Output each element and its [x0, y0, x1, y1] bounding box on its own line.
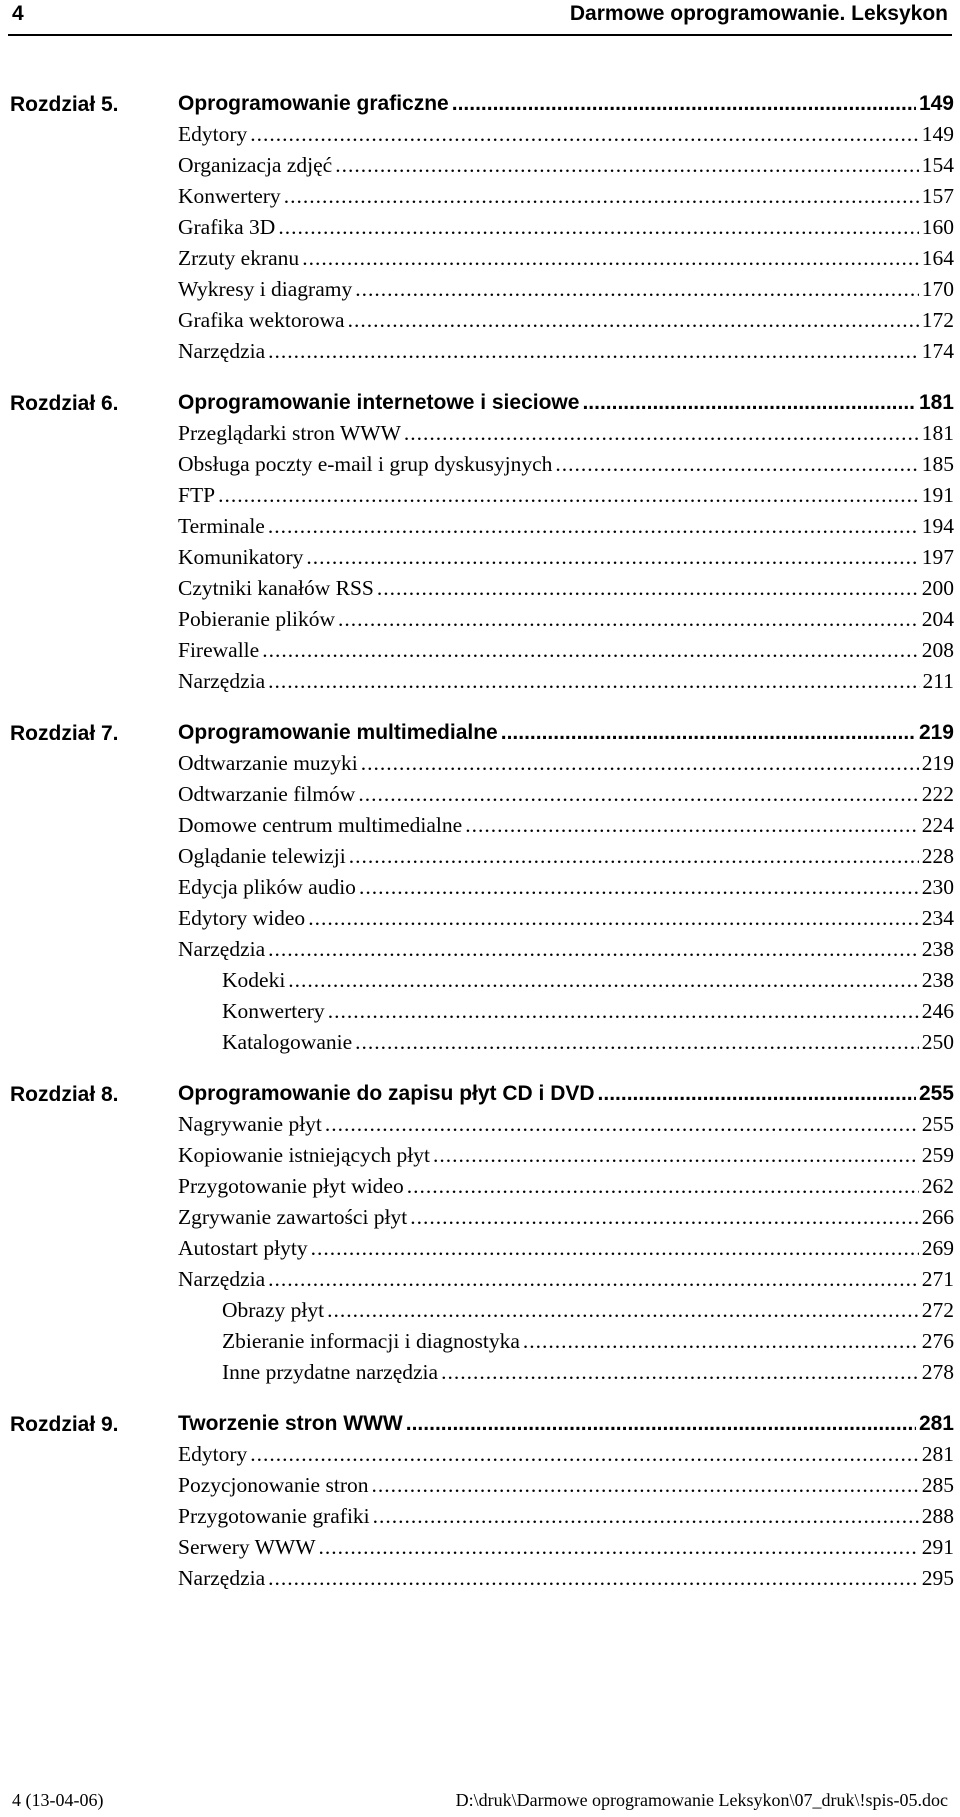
chapter-title: Oprogramowanie graficzne — [178, 92, 449, 115]
entry-title: Edycja plików audio — [178, 875, 356, 899]
entry-page-number: 262 — [921, 1174, 954, 1198]
entry-page-number: 164 — [921, 246, 954, 270]
dot-leader — [250, 119, 918, 150]
entry-title: Narzędzia — [178, 1267, 266, 1291]
dot-leader — [371, 1470, 918, 1501]
entry-page-number: 170 — [921, 277, 954, 301]
dot-leader — [288, 965, 918, 996]
page-header — [8, 0, 952, 36]
dot-leader — [355, 1027, 919, 1058]
dot-leader — [355, 274, 919, 305]
toc-entry — [178, 243, 954, 274]
dot-leader — [311, 1233, 919, 1264]
chapter-title: Oprogramowanie do zapisu płyt CD i DVD — [178, 1082, 595, 1105]
dot-leader — [302, 243, 919, 274]
dot-leader — [328, 996, 919, 1027]
dot-leader — [338, 604, 919, 635]
dot-leader — [433, 1140, 919, 1171]
entry-page-number: 211 — [922, 669, 954, 693]
entry-page-number: 266 — [921, 1205, 954, 1229]
entry-title: Oglądanie telewizji — [178, 844, 346, 868]
entry-page-number: 191 — [921, 483, 954, 507]
entry-page-number: 197 — [921, 545, 954, 569]
chapter-title-row — [178, 1408, 954, 1439]
page-number: 4 — [12, 2, 24, 25]
entry-page-number: 272 — [921, 1298, 954, 1322]
entry-page-number: 285 — [921, 1473, 954, 1497]
toc-entry — [178, 449, 954, 480]
dot-leader — [327, 1295, 919, 1326]
toc-entry — [178, 779, 954, 810]
chapter-title-row — [178, 1078, 954, 1109]
dot-leader — [325, 1109, 919, 1140]
page-footer — [8, 1790, 952, 1814]
footer-file-path: D:\druk\Darmowe oprogramowanie Leksykon\07_druk\!spis-05.doc — [455, 1790, 948, 1810]
dot-leader — [555, 449, 918, 480]
entry-page-number: 276 — [921, 1329, 954, 1353]
entry-page-number: 157 — [921, 184, 954, 208]
entry-title: Kodeki — [222, 968, 286, 992]
entry-title: Autostart płyty — [178, 1236, 308, 1260]
entry-page-number: 269 — [921, 1236, 954, 1260]
entry-title: Narzędzia — [178, 339, 266, 363]
dot-leader — [335, 150, 919, 181]
toc-entry — [178, 1563, 954, 1594]
entry-page-number: 200 — [921, 576, 954, 600]
chapter-page-number: 149 — [918, 92, 954, 115]
entry-title: Komunikatory — [178, 545, 304, 569]
toc-entry — [178, 1470, 954, 1501]
entry-title: Serwery WWW — [178, 1535, 316, 1559]
dot-leader — [278, 212, 918, 243]
entry-page-number: 250 — [921, 1030, 954, 1054]
footer-date: 4 (13-04-06) — [12, 1790, 104, 1810]
chapter-section — [0, 1408, 960, 1594]
dot-leader — [348, 305, 919, 336]
toc-entry — [178, 212, 954, 243]
chapter-section — [0, 1078, 960, 1388]
dot-leader — [268, 1563, 919, 1594]
dot-leader — [268, 336, 919, 367]
dot-leader — [501, 717, 916, 748]
chapter-section — [0, 717, 960, 1058]
chapter-label: Rozdział 6. — [10, 392, 119, 415]
toc-entry — [178, 336, 954, 367]
entry-page-number: 291 — [921, 1535, 954, 1559]
chapter-title-row — [178, 717, 954, 748]
entry-page-number: 255 — [921, 1112, 954, 1136]
entry-page-number: 224 — [921, 813, 954, 837]
toc-entry — [178, 274, 954, 305]
entry-title: Firewalle — [178, 638, 260, 662]
toc-entry — [178, 934, 954, 965]
entry-page-number: 208 — [921, 638, 954, 662]
entry-title: Edytory — [178, 1442, 248, 1466]
dot-leader — [373, 1501, 919, 1532]
dot-leader — [349, 841, 919, 872]
entry-page-number: 288 — [921, 1504, 954, 1528]
entry-page-number: 271 — [921, 1267, 954, 1291]
entry-title: Edytory wideo — [178, 906, 306, 930]
entry-title: Edytory — [178, 122, 248, 146]
dot-leader — [404, 418, 919, 449]
entry-title: Narzędzia — [178, 669, 266, 693]
entry-title: Przeglądarki stron WWW — [178, 421, 401, 445]
entry-title: Katalogowanie — [222, 1030, 353, 1054]
dot-leader — [452, 88, 916, 119]
toc-entry — [178, 119, 954, 150]
entry-title: Terminale — [178, 514, 265, 538]
dot-leader — [250, 1439, 918, 1470]
dot-leader — [306, 542, 918, 573]
entry-page-number: 281 — [921, 1442, 954, 1466]
dot-leader — [410, 1202, 919, 1233]
toc-subentry — [222, 996, 954, 1027]
toc-entry — [178, 604, 954, 635]
toc-entry — [178, 181, 954, 212]
entry-page-number: 234 — [921, 906, 954, 930]
chapter-page-number: 281 — [918, 1412, 954, 1435]
entry-title: Domowe centrum multimedialne — [178, 813, 463, 837]
entry-title: Zgrywanie zawartości płyt — [178, 1205, 408, 1229]
toc-subentry — [222, 1027, 954, 1058]
toc-entry — [178, 635, 954, 666]
toc-entry — [178, 573, 954, 604]
entry-title: Obsługa poczty e-mail i grup dyskusyjnych — [178, 452, 553, 476]
entry-title: Czytniki kanałów RSS — [178, 576, 374, 600]
dot-leader — [361, 748, 919, 779]
dot-leader — [268, 511, 919, 542]
entry-title: Obrazy płyt — [222, 1298, 325, 1322]
chapter-label: Rozdział 7. — [10, 722, 119, 745]
dot-leader — [377, 573, 919, 604]
chapter-label: Rozdział 8. — [10, 1083, 119, 1106]
entry-page-number: 238 — [921, 937, 954, 961]
entry-page-number: 181 — [921, 421, 954, 445]
entry-page-number: 172 — [921, 308, 954, 332]
chapter-title: Oprogramowanie multimedialne — [178, 721, 498, 744]
entry-title: Nagrywanie płyt — [178, 1112, 322, 1136]
toc-subentry — [222, 1357, 954, 1388]
entry-page-number: 149 — [921, 122, 954, 146]
dot-leader — [268, 666, 919, 697]
dot-leader — [582, 387, 916, 418]
entry-title: Kopiowanie istniejących płyt — [178, 1143, 430, 1167]
toc-entry — [178, 903, 954, 934]
entry-title: Konwertery — [222, 999, 325, 1023]
toc-entry — [178, 1532, 954, 1563]
entry-page-number: 154 — [921, 153, 954, 177]
entry-title: Narzędzia — [178, 1566, 266, 1590]
dot-leader — [262, 635, 919, 666]
entry-title: Grafika 3D — [178, 215, 276, 239]
entry-title: Odtwarzanie muzyki — [178, 751, 358, 775]
entry-page-number: 238 — [921, 968, 954, 992]
entry-title: FTP — [178, 483, 216, 507]
entry-page-number: 230 — [921, 875, 954, 899]
chapter-title: Oprogramowanie internetowe i sieciowe — [178, 391, 580, 414]
toc-subentry — [222, 1295, 954, 1326]
running-title: Darmowe oprogramowanie. Leksykon — [569, 2, 948, 25]
toc-subentry — [222, 1326, 954, 1357]
entry-title: Grafika wektorowa — [178, 308, 345, 332]
chapter-section — [0, 88, 960, 367]
entry-title: Wykresy i diagramy — [178, 277, 353, 301]
toc-entry — [178, 1264, 954, 1295]
dot-leader — [407, 1171, 919, 1202]
entry-title: Inne przydatne narzędzia — [222, 1360, 439, 1384]
dot-leader — [441, 1357, 919, 1388]
dot-leader — [268, 1264, 919, 1295]
toc-entry — [178, 1109, 954, 1140]
entry-page-number: 222 — [921, 782, 954, 806]
entry-title: Organizacja zdjęć — [178, 153, 333, 177]
toc-entry — [178, 1501, 954, 1532]
entry-title: Narzędzia — [178, 937, 266, 961]
entry-page-number: 204 — [921, 607, 954, 631]
entry-page-number: 228 — [921, 844, 954, 868]
dot-leader — [523, 1326, 919, 1357]
entry-title: Pozycjonowanie stron — [178, 1473, 369, 1497]
table-of-contents — [0, 88, 960, 1614]
toc-entry — [178, 748, 954, 779]
toc-entry — [178, 810, 954, 841]
dot-leader — [284, 181, 919, 212]
toc-entry — [178, 872, 954, 903]
entry-title: Przygotowanie płyt wideo — [178, 1174, 404, 1198]
chapter-page-number: 219 — [918, 721, 954, 744]
toc-entry — [178, 1140, 954, 1171]
dot-leader — [598, 1078, 916, 1109]
dot-leader — [465, 810, 919, 841]
toc-entry — [178, 841, 954, 872]
toc-entry — [178, 150, 954, 181]
dot-leader — [359, 872, 919, 903]
entry-title: Przygotowanie grafiki — [178, 1504, 370, 1528]
dot-leader — [406, 1408, 916, 1439]
toc-entry — [178, 542, 954, 573]
chapter-title-row — [178, 88, 954, 119]
toc-entry — [178, 418, 954, 449]
dot-leader — [308, 903, 919, 934]
entry-title: Odtwarzanie filmów — [178, 782, 356, 806]
entry-page-number: 194 — [921, 514, 954, 538]
chapter-label: Rozdział 5. — [10, 93, 119, 116]
toc-entry — [178, 666, 954, 697]
toc-entry — [178, 1439, 954, 1470]
toc-entry — [178, 305, 954, 336]
toc-subentry — [222, 965, 954, 996]
chapter-title-row — [178, 387, 954, 418]
dot-leader — [358, 779, 918, 810]
toc-entry — [178, 1171, 954, 1202]
toc-entry — [178, 1233, 954, 1264]
chapter-page-number: 181 — [918, 391, 954, 414]
entry-page-number: 246 — [921, 999, 954, 1023]
dot-leader — [268, 934, 919, 965]
entry-page-number: 259 — [921, 1143, 954, 1167]
entry-page-number: 160 — [921, 215, 954, 239]
entry-page-number: 185 — [921, 452, 954, 476]
entry-title: Konwertery — [178, 184, 281, 208]
entry-title: Zbieranie informacji i diagnostyka — [222, 1329, 520, 1353]
chapter-page-number: 255 — [918, 1082, 954, 1105]
chapter-title: Tworzenie stron WWW — [178, 1412, 403, 1435]
toc-entry — [178, 511, 954, 542]
chapter-section — [0, 387, 960, 697]
toc-entry — [178, 1202, 954, 1233]
entry-page-number: 174 — [921, 339, 954, 363]
entry-page-number: 219 — [921, 751, 954, 775]
dot-leader — [218, 480, 919, 511]
chapter-label: Rozdział 9. — [10, 1413, 119, 1436]
toc-entry — [178, 480, 954, 511]
entry-title: Zrzuty ekranu — [178, 246, 300, 270]
entry-page-number: 278 — [921, 1360, 954, 1384]
dot-leader — [319, 1532, 919, 1563]
entry-page-number: 295 — [921, 1566, 954, 1590]
entry-title: Pobieranie plików — [178, 607, 336, 631]
